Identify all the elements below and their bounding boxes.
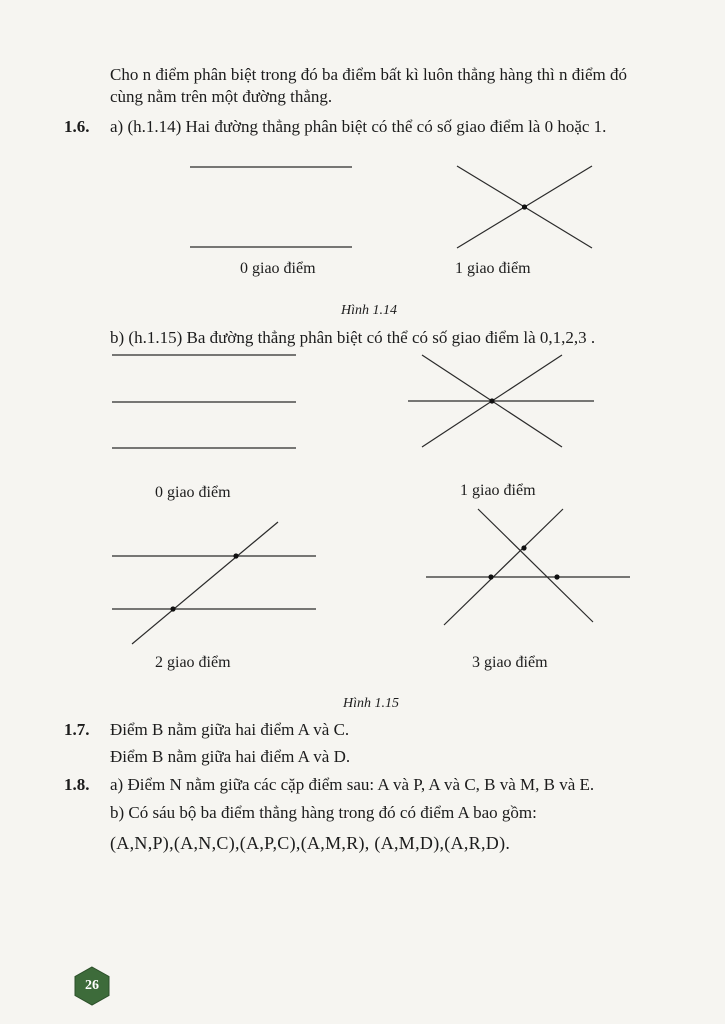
problem-1-8-part-b: b) Có sáu bộ ba điểm thẳng hàng trong đó có điểm A bao gồm:: [110, 803, 537, 822]
intersection-point: [521, 545, 526, 550]
page-number: 26: [85, 978, 99, 993]
collinear-triples-formula: (A,N,P),(A,N,C),(A,P,C),(A,M,R), (A,M,D),(A,R,D).: [110, 833, 511, 853]
fig15-a-label: 0 giao điểm: [155, 484, 231, 501]
intersection-point: [488, 574, 493, 579]
problem-1-6-part-b: b) (h.1.15) Ba đường thẳng phân biệt có thể có số giao điểm là 0,1,2,3 .: [110, 328, 596, 347]
caption-hinh-1-14: Hình 1.14: [341, 303, 397, 318]
problem-number-1-6: 1.6.: [64, 117, 90, 136]
intersection-point: [554, 574, 559, 579]
problem-1-8-part-a: a) Điểm N nằm giữa các cặp điểm sau: A và P, A và C, B và M, B và E.: [110, 775, 595, 794]
fig15-c-label: 2 giao điểm: [155, 654, 231, 671]
problem-1-7-line-1: Điểm B nằm giữa hai điểm A và C.: [110, 720, 350, 739]
fig15-b-label: 1 giao điểm: [460, 482, 536, 499]
problem-number-1-8: 1.8.: [64, 775, 90, 794]
page-number-badge: [72, 966, 112, 1006]
fig14-left-label: 0 giao điểm: [240, 260, 316, 277]
problem-number-1-7: 1.7.: [64, 720, 90, 739]
intro-line-2: cùng nằm trên một đường thẳng.: [110, 87, 333, 106]
problem-1-7-line-2: Điểm B nằm giữa hai điểm A và D.: [110, 747, 351, 766]
line: [444, 509, 563, 625]
caption-hinh-1-15: Hình 1.15: [343, 696, 399, 711]
line: [478, 509, 593, 622]
fig15-d-label: 3 giao điểm: [472, 654, 548, 671]
problem-1-6-part-a: a) (h.1.14) Hai đường thẳng phân biệt có thể có số giao điểm là 0 hoặc 1.: [110, 117, 607, 136]
fig14-right-label: 1 giao điểm: [455, 260, 531, 277]
intro-line-1: Cho n điểm phân biệt trong đó ba điểm bất kì luôn thẳng hàng thì n điểm đó: [110, 65, 628, 84]
